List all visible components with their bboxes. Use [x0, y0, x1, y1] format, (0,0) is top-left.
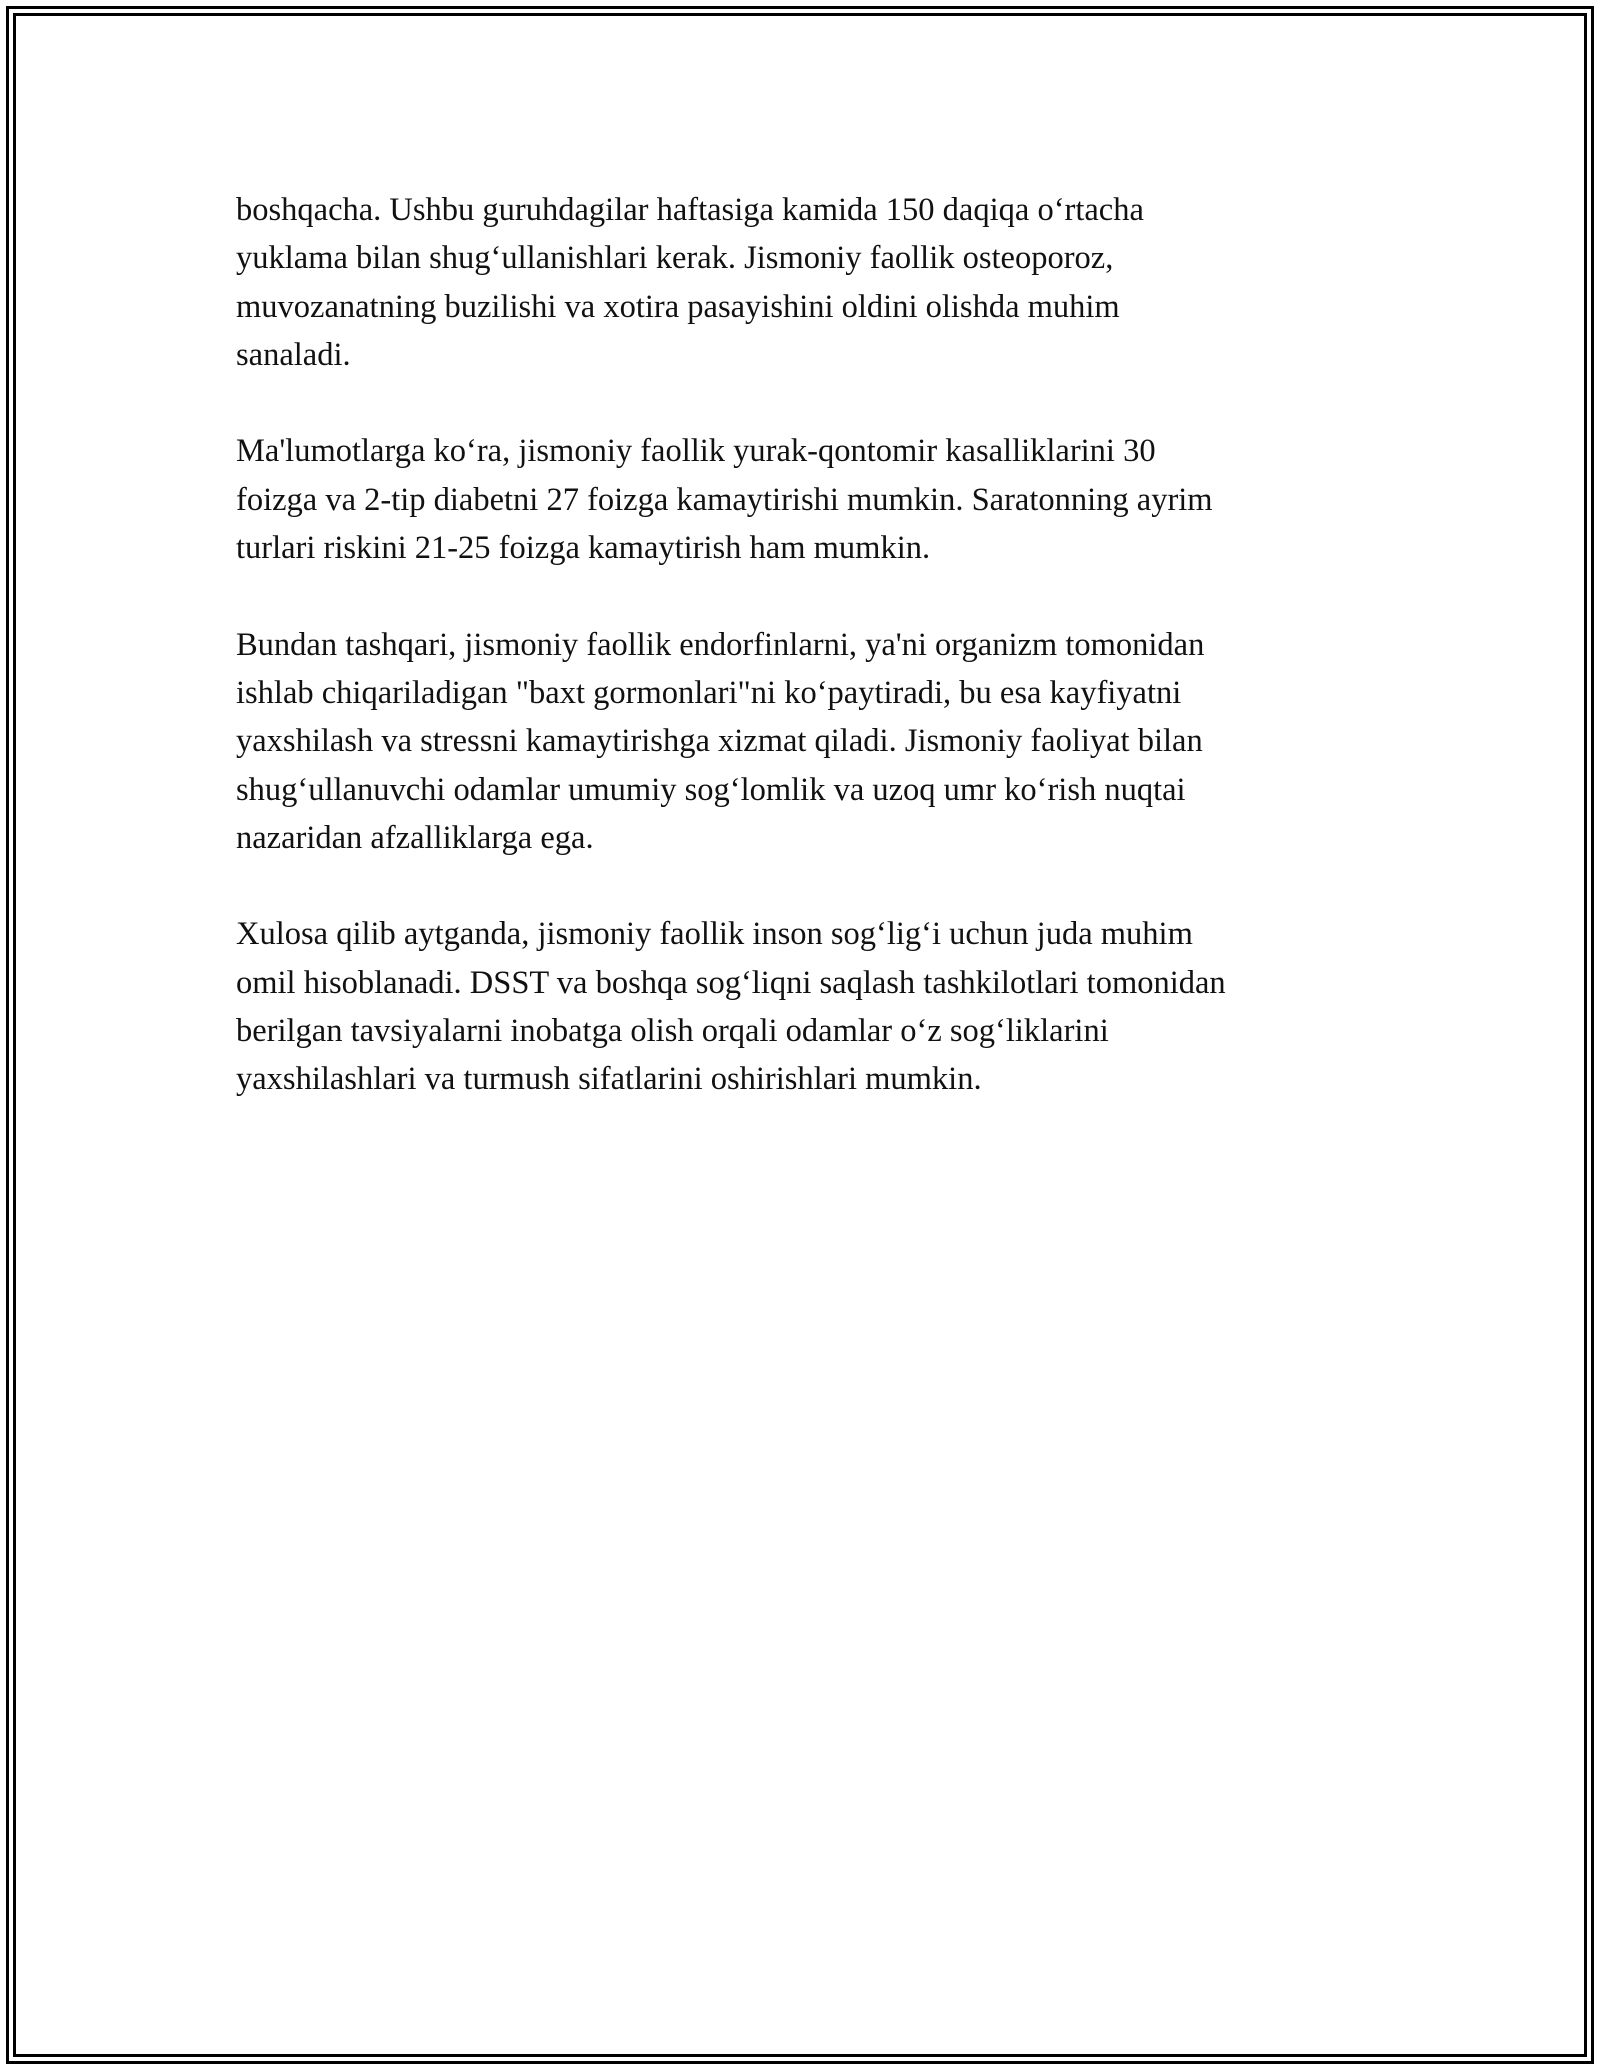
paragraph-4: Xulosa qilib aytganda, jismoniy faollik inson sog‘lig‘i uchun juda muhim omil hisoblanadi. DSST va boshqa sog‘liqni saqlash tashkilotlari tomonidan berilgan tavsiyalarni inobatga olish orqali odamlar o‘z sog‘liklarini yaxshilashlari va turmush sifatlarini oshirishlari mumkin. — [236, 916, 1226, 1098]
document-body — [236, 186, 1386, 1152]
paragraph-3: Bundan tashqari, jismoniy faollik endorfinlarni, ya'ni organizm tomonidan ishlab chiqariladigan "baxt gormonlari"ni ko‘paytiradi, bu esa kayfiyatni yaxshilash va stressni kamaytirishga xizmat qiladi. Jismoniy faoliyat bilan shug‘ullanuvchi odamlar umumiy sog‘lomlik va uzoq umr ko‘rish nuqtai nazaridan afzalliklarga ega. — [236, 626, 1205, 856]
paragraph-2: Ma'lumotlarga ko‘ra, jismoniy faollik yurak-qontomir kasalliklarini 30 foizga va 2-tip diabetni 27 foizga kamaytirishi mumkin. Saratonning ayrim turlari riskini 21-25 foizga kamaytirish ham mumkin. — [236, 433, 1213, 567]
paragraph-1: boshqacha. Ushbu guruhdagilar haftasiga kamida 150 daqiqa o‘rtacha yuklama bilan shug‘ullanishlari kerak. Jismoniy faollik osteoporoz, muvozanatning buzilishi va xotira pasayishini oldini olishda muhim sanaladi. — [236, 192, 1144, 373]
